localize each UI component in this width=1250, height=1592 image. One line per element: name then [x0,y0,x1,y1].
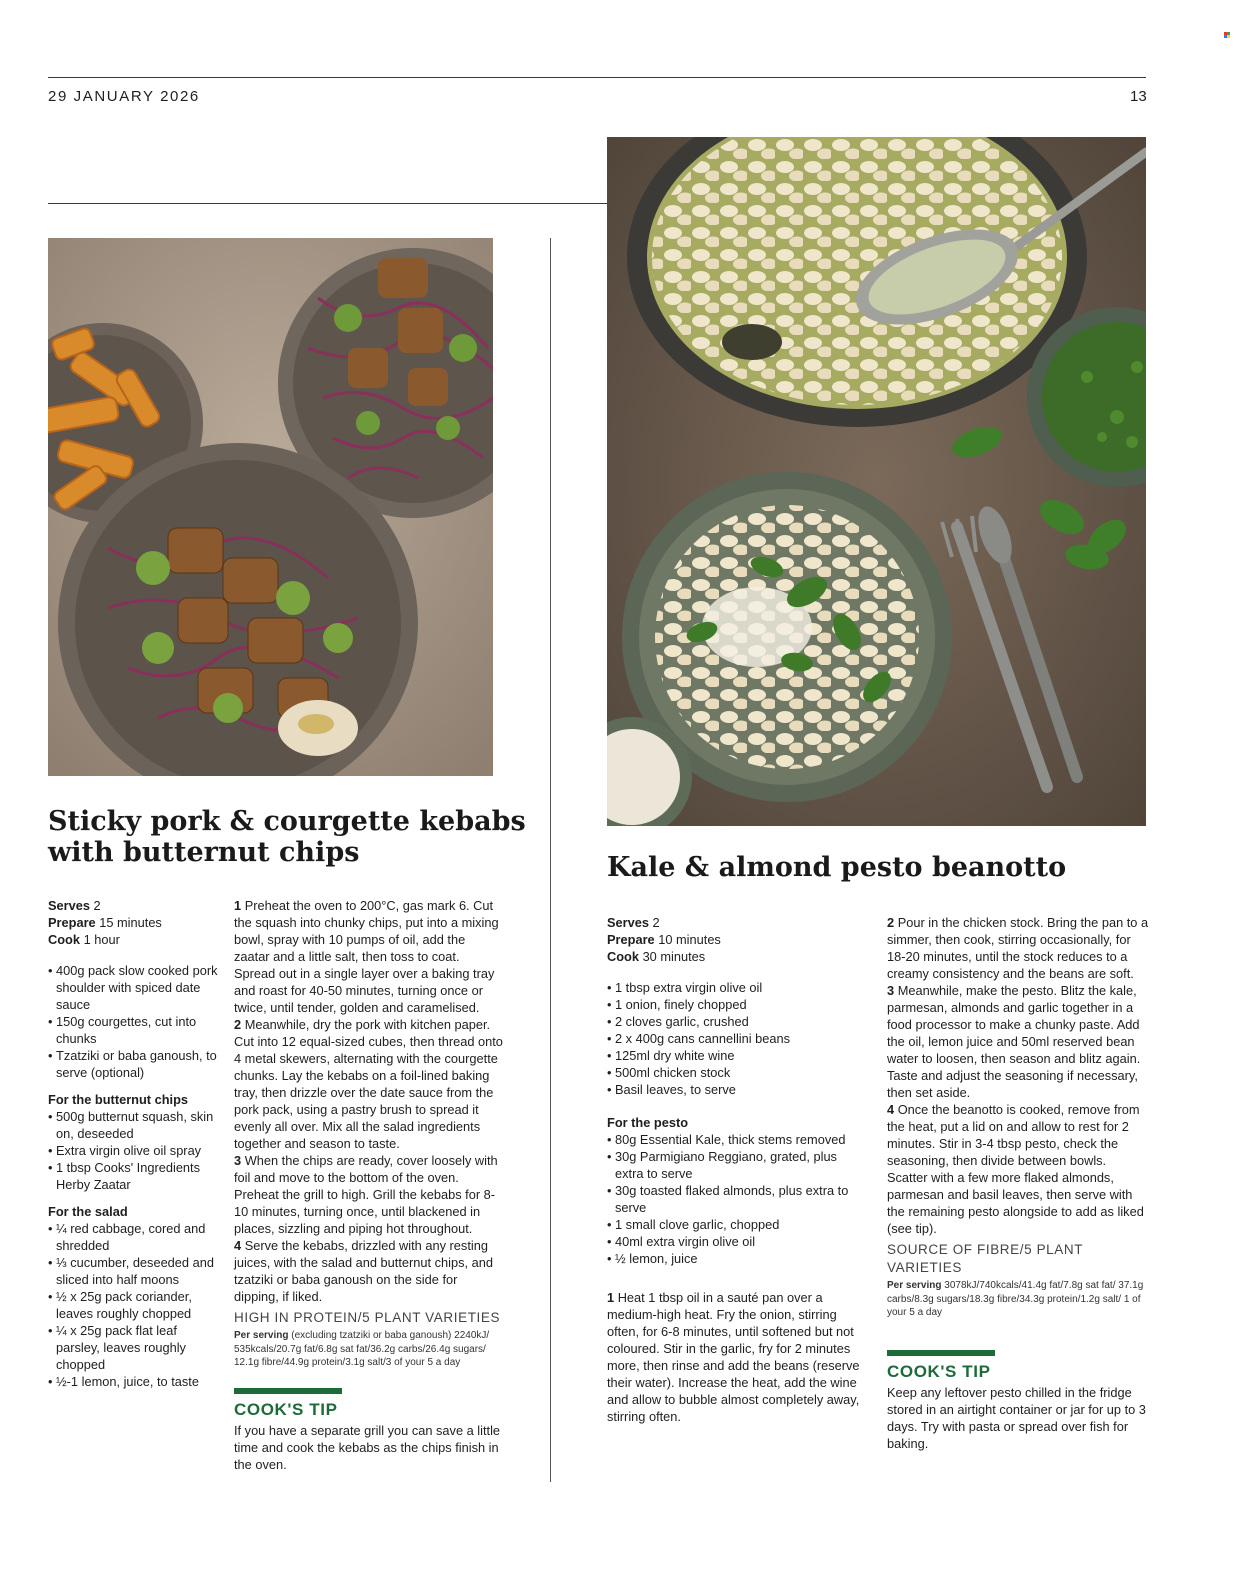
issue-date: 29 JANUARY 2026 [48,88,200,105]
cooks-tip-text: Keep any leftover pesto chilled in the fridge stored in an airtight container or jar for up to 3 days. Try with pasta or spread over fish for baking. [887,1384,1146,1451]
list-item: • ½ x 25g pack coriander, leaves roughly chopped [48,1288,220,1322]
section-rule [48,203,607,204]
prepare-value: 10 minutes [658,932,721,947]
beanotto-photo [607,137,1146,826]
method-step: 3 When the chips are ready, cover loosely with foil and move to the bottom of the oven. Preheat the grill to high. Grill the kebabs for 8-10 minutes, turning once, until blackened in places, sizzling and piping hot throughout. [234,1153,498,1236]
beanotto-ingredient-list [607,979,869,1098]
cooks-tip-text: If you have a separate grill you can save a little time and cook the kebabs as the chips finish in the oven. [234,1422,501,1472]
list-item: • 1 small clove garlic, chopped [607,1216,857,1233]
list-item: • ½ lemon, juice [607,1250,857,1267]
kebabs-title-line2: with butternut chips [48,837,360,868]
kebabs-title-line1: Sticky pork & courgette kebabs [48,806,526,837]
serves-value: 2 [652,915,660,930]
list-item: • 500ml chicken stock [607,1064,869,1081]
list-item: • 400g pack slow cooked pork shoulder with spiced date sauce [48,962,220,1013]
kebabs-photo [48,238,493,776]
serves-label: Serves [48,898,90,913]
list-item: • 30g Parmigiano Reggiano, grated, plus extra to serve [607,1148,857,1182]
beanotto-ingredients-column [607,914,869,1425]
list-item: • ⅓ cucumber, deseeded and sliced into half moons [48,1254,220,1288]
cook-label: Cook [607,949,639,964]
pesto-heading: For the pesto [607,1115,689,1130]
method-step: 1 Heat 1 tbsp oil in a sauté pan over a medium-high heat. Fry the onion, stirring often, for 6-8 minutes, until softened but not coloured. Stir in the garlic, fry for 2 minutes more, then rinse and add the beans (reserve their water). Increase the heat, add the wine and allow to bubble almost completely away, stirring often. [607,1290,860,1424]
method-step: 4 Serve the kebabs, drizzled with any resting juices, with the salad and butternut chips, and tzatziki or baba ganoush on the side for dipping, if liked. [234,1238,493,1304]
prepare-value: 15 minutes [99,915,162,930]
list-item: • ¼ red cabbage, cored and shredded [48,1220,220,1254]
method-step: 1 Preheat the oven to 200°C, gas mark 6. Cut the squash into chunky chips, put into a mixing bowl, spray with 10 pumps of oil, add the zaatar and a little salt, then toss to coat. Spread out in a single layer over a baking tray and roast for 40-50 minutes, turning once or twice, until tender, golden and caramelised. [234,898,499,1015]
cook-value: 1 hour [83,932,120,947]
list-item: • Extra virgin olive oil spray [48,1142,220,1159]
cooks-tip-heading: COOK'S TIP [234,1399,338,1419]
corner-colour-mark [1224,32,1231,39]
nutrition-info: Per serving (excluding tzatziki or baba ganoush) 2240kJ/ 535kcals/20.7g fat/6.8g sat fat/36.2g carbs/26.4g sugars/ 12.1g fibre/44.9g protein/3.1g salt/3 of your 5 a day [234,1330,490,1368]
prepare-label: Prepare [48,915,96,930]
list-item: • 2 cloves garlic, crushed [607,1013,869,1030]
cook-label: Cook [48,932,80,947]
list-item: • 500g butternut squash, skin on, deseeded [48,1108,220,1142]
cook-value: 30 minutes [642,949,706,964]
list-item: • 150g courgettes, cut into chunks [48,1013,220,1047]
list-item: • Basil leaves, to serve [607,1081,869,1098]
list-item: • ½-1 lemon, juice, to taste [48,1373,220,1390]
list-item: • 1 onion, finely chopped [607,996,869,1013]
column-divider [550,238,551,1482]
plant-varieties-badge: HIGH IN PROTEIN/5 PLANT VARIETIES [234,1310,501,1325]
tip-accent-bar [887,1350,995,1356]
page-number: 13 [1130,88,1147,105]
plant-varieties-badge: SOURCE OF FIBRE/5 PLANT VARIETIES [887,1242,1083,1275]
salad-heading: For the salad [48,1204,128,1219]
list-item: • 1 tbsp Cooks' Ingredients Herby Zaatar [48,1159,220,1193]
chips-heading: For the butternut chips [48,1092,189,1107]
tip-accent-bar [234,1388,342,1394]
list-item: • ¼ x 25g pack flat leaf parsley, leaves roughly chopped [48,1322,220,1373]
list-item: • 2 x 400g cans cannellini beans [607,1030,869,1047]
pesto-ingredient-list [607,1131,857,1267]
list-item: • 40ml extra virgin olive oil [607,1233,857,1250]
nutrition-info: Per serving 3078kJ/740kcals/41.4g fat/7.8g sat fat/ 37.1g carbs/8.3g sugars/18.3g fibre/34.3g protein/1.2g salt/ 1 of your 5 a day [887,1280,1144,1318]
cooks-tip-heading: COOK'S TIP [887,1361,991,1381]
serves-label: Serves [607,915,649,930]
beanotto-meta [607,914,869,965]
list-item: • 30g toasted flaked almonds, plus extra to serve [607,1182,857,1216]
chips-ingredient-list [48,1108,220,1193]
list-item: • Tzatziki or baba ganoush, to serve (optional) [48,1047,220,1081]
serves-value: 2 [93,898,101,913]
method-step: 2 Pour in the chicken stock. Bring the pan to a simmer, then cook, stirring occasionally, for 18-20 minutes, until the stock reduces to a creamy consistency and the beans are soft. [887,915,1149,981]
list-item: • 1 tbsp extra virgin olive oil [607,979,869,996]
method-step: 2 Meanwhile, dry the pork with kitchen paper. Cut into 12 equal-sized cubes, then thread onto 4 metal skewers, alternating with the courgette chunks. Lay the kebabs on a foil-lined baking tray, then drizzle over the date sauce from the pork pack, using a pastry brush to spread it evenly all over. Mix all the salad ingredients together and season to taste. [234,1017,503,1151]
kebabs-method-column [234,897,504,1473]
prepare-label: Prepare [607,932,655,947]
header-rule [48,77,1146,78]
beanotto-recipe-title: Kale & almond pesto beanotto [607,852,1067,883]
list-item: • 80g Essential Kale, thick stems removed [607,1131,857,1148]
list-item: • 125ml dry white wine [607,1047,869,1064]
kebabs-meta [48,897,220,948]
kebabs-ingredients-column [48,897,220,1390]
kebabs-recipe-title [48,806,548,868]
method-step: 4 Once the beanotto is cooked, remove from the heat, put a lid on and allow to rest for 2 minutes. Stir in 3-4 tbsp pesto, check the seasoning, then divide between bowls. Scatter with a few more flaked almonds, parmesan and basil leaves, then serve with the remaining pesto alongside to add as liked (see tip). [887,1102,1144,1236]
salad-ingredient-list [48,1220,220,1390]
beanotto-method-column [887,914,1149,1452]
kebabs-ingredient-list [48,962,220,1081]
method-step: 3 Meanwhile, make the pesto. Blitz the kale, parmesan, almonds and garlic together in a food processor to make a chunky paste. Add the oil, lemon juice and 50ml reserved bean water to loosen, then season and blitz again. Taste and adjust the seasoning if necessary, then set aside. [887,983,1141,1100]
